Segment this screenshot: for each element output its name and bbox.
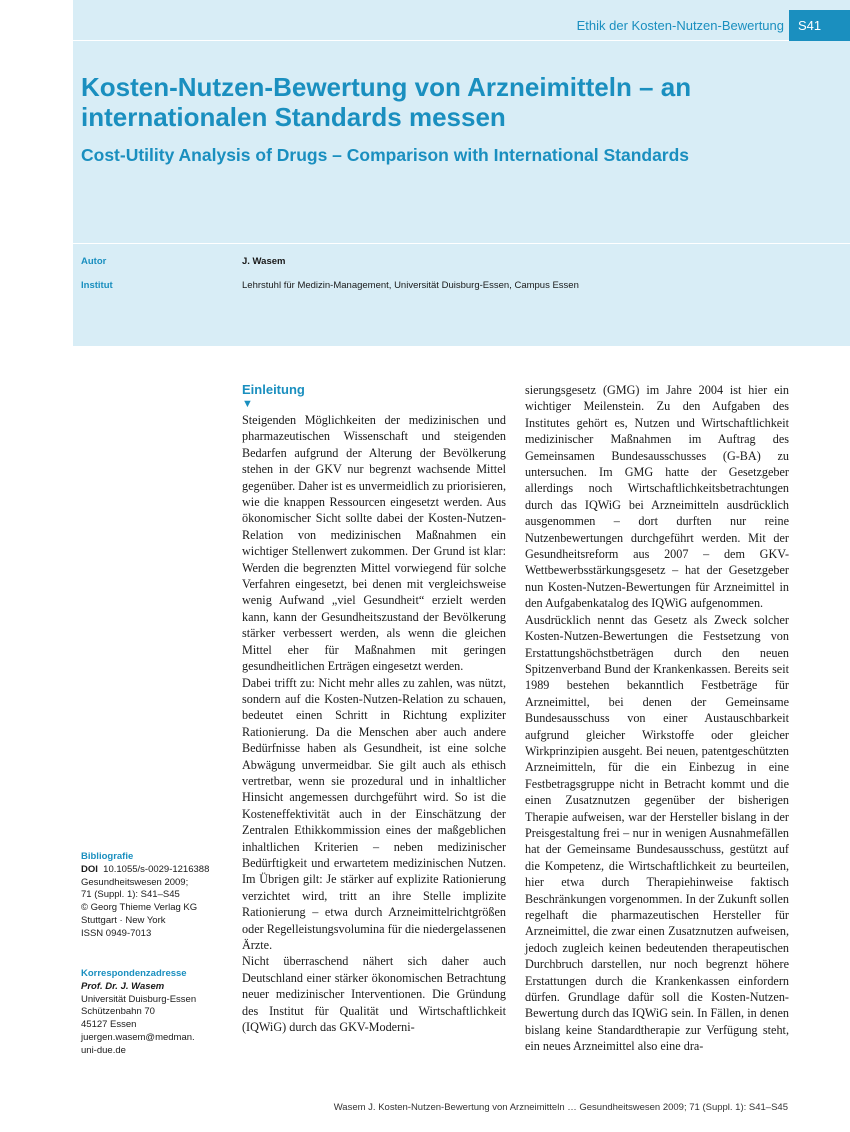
paragraph: Ausdrücklich nennt das Gesetz als Zweck solcher Kosten-Nutzen-Bewertungen die Festsetzung von Erstattungshöchstbeträgen durch den neuen Spitzenverband Bund der Krankenkassen. Bereits seit 1989 bestehen bekanntlich Festbeträge für Arzneimittel, bei denen der Gemeinsame Bundesausschuss von einer Austauschbarkeit aufgrund gleicher Wirkstoffe oder gleicher Wirkprinzipien ausgeht. Bei neuen, patentgeschützten Arzneimitteln, für die ein Einbezug in eine Festbetragsgruppe nicht in Betracht kommt und die einen Zusatznutzen gegenüber der bisherigen Therapie aufweisen, war der Hersteller bislang in der Preisgestaltung frei – nur in wenigen Ausnahmefällen hat der Gemeinsame Bundesausschuss, gestützt auf die Kompetenz, die Wirtschaftlichkeit zu beurteilen, hier etwa durch Therapiehinweise faktisch Beschränkungen vorgenommen. In der Zukunft sollen regelhaft die pharmazeutischen Hersteller für Arzneimittel, die zwar einen Zusatznutzen aufweisen, jedoch zugleich keinen bedeutenden therapeutischen Durchbruch darstellen, nur noch begrenzt höhere Erstattungen durch die Krankenkassen einfordern dürfen. Grundlage dafür soll die Kosten-Nutzen-Bewertung durch das IQWiG sein. In Fällen, in denen bislang keine Standardtherapie zur Verfügung steht, ein neues Arzneimittel also eine dra-: [525, 612, 789, 1054]
page-number: S41: [798, 18, 822, 33]
page-number-badge: [789, 10, 850, 41]
paragraph: Steigenden Möglichkeiten der medizinischen und pharmazeutischen Wissenschaft und steigenden Bedarfen aufgrund der Alterung der Bevölkerung stehen in der GKV nur begrenzt wachsende Mittel gegenüber. Daher ist es unvermeidlich zu priorisieren, wie die knappen Ressourcen eingesetzt werden. Aus ökonomischer Sicht sollte dabei der Kosten-Nutzen-Relation von medizinischen Maßnahmen ein wichtiger Stellenwert zukommen. Der Grund ist klar: Werden die begrenzten Mittel vorwiegend für solche Verfahren eingesetzt, bei denen mit vergleichsweise wenig Aufwand „viel Gesundheit“ erzielt werden kann, kann der Gesundheitszustand der Bevölkerung stärker verbessert werden, als wenn die gleichen Mittel eher für Maßnahmen mit geringen gesundheitlichen Erträgen eingesetzt werden.: [242, 413, 506, 674]
correspondence-line: Universität Duisburg-Essen: [81, 993, 197, 1005]
triangle-marker-icon: ▼: [242, 398, 253, 410]
text-column-2: [525, 382, 789, 1055]
author-label: Autor: [81, 256, 107, 267]
bibliography-heading: Bibliografie: [81, 851, 134, 862]
author-name: J. Wasem: [242, 256, 286, 267]
correspondence-box: [81, 968, 231, 1058]
correspondence-heading: Korrespondenzadresse: [81, 968, 187, 979]
header-divider: [73, 40, 850, 41]
bibliography-box: [81, 851, 231, 941]
title-english: Cost-Utility Analysis of Drugs – Comparison with International Standards: [81, 145, 690, 165]
meta-divider: [73, 243, 850, 244]
issn-line: ISSN 0949-7013: [81, 927, 152, 939]
correspondence-email-cont[interactable]: uni-due.de: [81, 1044, 126, 1056]
correspondence-name: Prof. Dr. J. Wasem: [81, 980, 165, 992]
correspondence-email[interactable]: juergen.wasem@medman.: [81, 1031, 195, 1043]
journal-line: Gesundheitswesen 2009;: [81, 876, 189, 888]
correspondence-line: 45127 Essen: [81, 1019, 137, 1031]
doi-value: 10.1055/s-0029-1216388: [103, 863, 210, 875]
header-band: [73, 0, 850, 346]
copyright-line: © Georg Thieme Verlag KG: [81, 902, 198, 914]
title-german: Kosten-Nutzen-Bewertung von Arzneimitteln – an internationalen Standards messen: [81, 72, 692, 132]
paragraph: sierungsgesetz (GMG) im Jahre 2004 ist hier ein wichtiger Meilenstein. Zu den Aufgaben des Institutes gehört es, Nutzen und Wirtschaftlichkeit medizinischer Maßnahmen im Auftrag des Gemeinsamen Bundesausschusses (G-BA) zu untersuchen. Im GMG hatte der Gesetzgeber allerdings noch Wirtschaftlichkeitsbetrachtungen durch das IQWiG bei Arzneimitteln ausdrücklich ausgenommen – dort durften nur reine Nutzenbewertungen durchgeführt werden. Mit der Gesundheitsreform aus 2007 – dem GKV-Wettbewerbsstärkungsgesetz – hat der Gesetzgeber nun Kosten-Nutzen-Bewertungen für Arzneimittel in den Aufgabenkatalog des IQWiG aufgenommen.: [525, 383, 789, 611]
section-heading: Einleitung: [242, 382, 305, 397]
institute-name: Lehrstuhl für Medizin-Management, Universität Duisburg-Essen, Campus Essen: [242, 280, 579, 291]
doi-line: [81, 864, 231, 877]
volume-line: 71 (Suppl. 1): S41–S45: [81, 889, 180, 901]
text-column-1: [242, 382, 506, 1035]
paragraph: Nicht überraschend nähert sich daher auch Deutschland einer stärker ökonomischen Betrachtung neuer medizinischer Interventionen. Die Gründung des Institut für Qualität und Wirtschaftlichkeit (IQWiG) durch das GKV-Moderni-: [242, 954, 506, 1035]
running-title: Ethik der Kosten-Nutzen-Bewertung: [576, 18, 784, 33]
correspondence-line: Schützenbahn 70: [81, 1006, 155, 1018]
places-line: Stuttgart · New York: [81, 914, 166, 926]
footer-citation: Wasem J. Kosten-Nutzen-Bewertung von Arzneimitteln … Gesundheitswesen 2009; 71 (Suppl. 1): S41–S45: [333, 1102, 788, 1113]
doi-label: DOI: [81, 863, 98, 875]
institute-label: Institut: [81, 280, 113, 291]
paragraph: Dabei trifft zu: Nicht mehr alles zu zahlen, was nützt, sondern auf die Kosten-Nutzen-Relation zu schauen, bedeutet einen Schritt in Richtung expliziter Rationierung. Da die Menschen aber auch andere Bedürfnisse haben als Gesundheit, ist eine solche Abwägung unvermeidbar. Sie gilt auch als ethisch vertretbar, wenn sie prozedural und in inhaltlicher Hinsicht angemessen durchgeführt wird. So ist die Kosteneffektivität auch in der Einschätzung der Zentralen Ethikkommission eines der maßgeblichen inhaltlichen Kriterien – neben medizinischer Bedürftigkeit und erwartetem medizinischen Nutzen. Im Übrigen gilt: Je stärker auf explizite Rationierung verzichtet wird, tritt an ihre Stelle implizite Rationierung – etwa durch Arzneimittelrichtgrößen oder Regelleistungsvolumina für die niedergelassenen Ärzte.: [242, 675, 506, 952]
